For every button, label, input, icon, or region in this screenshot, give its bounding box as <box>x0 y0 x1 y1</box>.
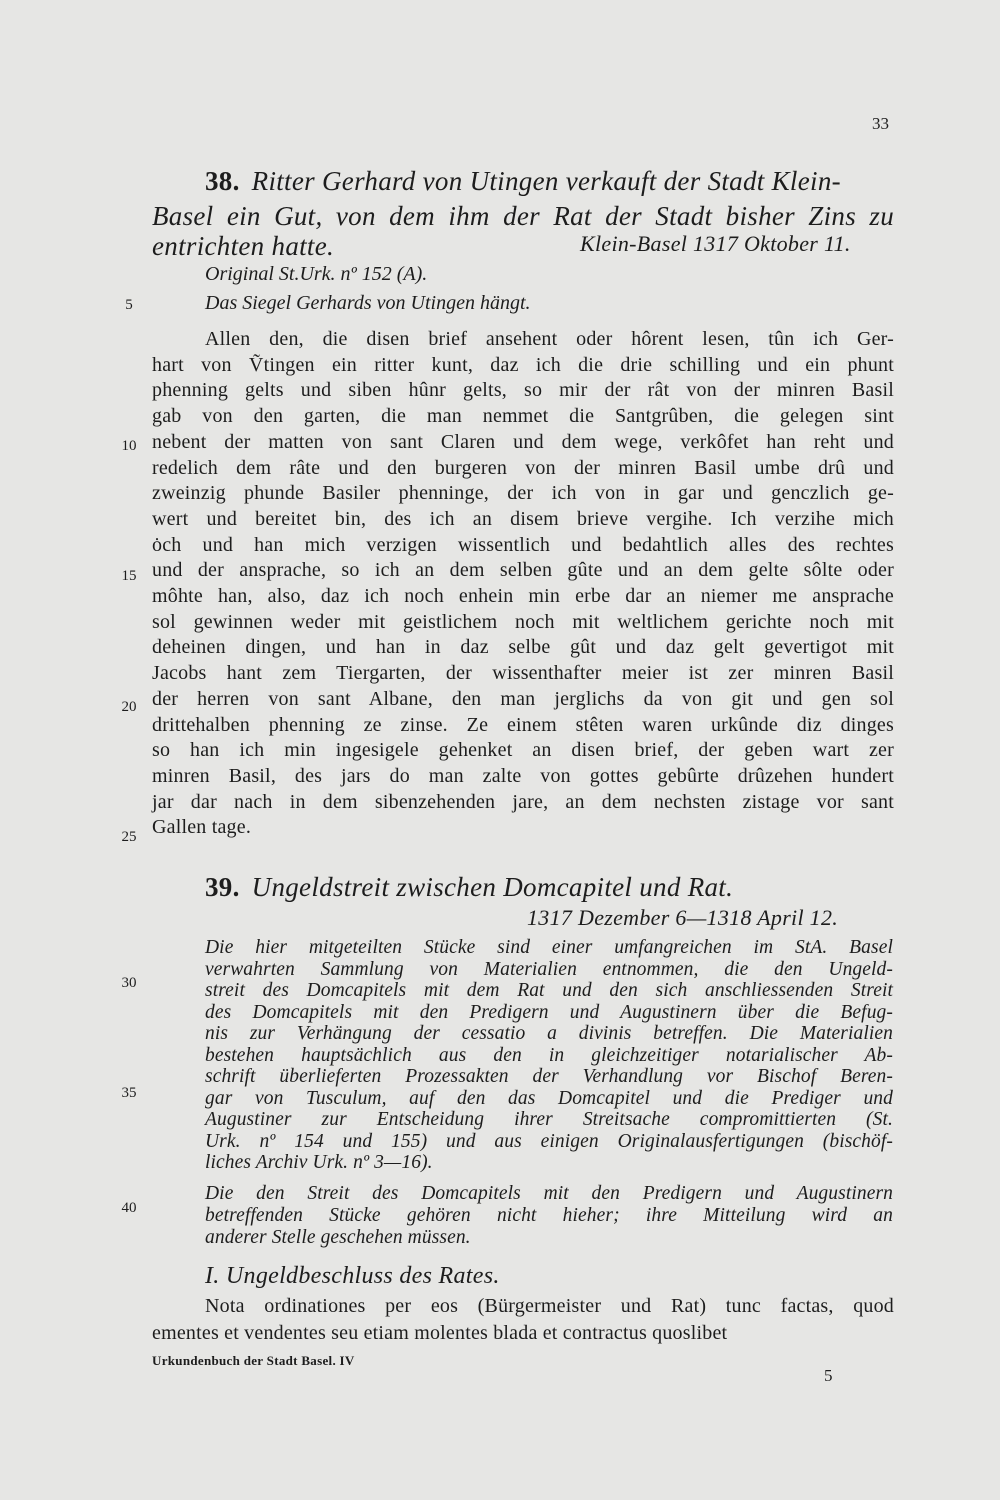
doc39-dateline: 1317 Dezember 6—1318 April 12. <box>527 905 839 930</box>
doc39-note1-line: Augustiner zur Entscheidung ihrer Streitsache compromittierten (St. <box>205 1109 893 1130</box>
doc38-number: 38. <box>205 166 240 196</box>
margin-line-number: 35 <box>121 1085 137 1101</box>
margin-line-number: 15 <box>121 568 137 584</box>
doc38-dateline: Klein-Basel 1317 Oktober 11. <box>580 231 851 256</box>
doc38-title-line-1: Ritter Gerhard von Utingen verkauft der Stadt Klein- <box>251 166 841 196</box>
doc39-title: Ungeldstreit zwischen Domcapitel und Rat. <box>251 872 734 902</box>
doc38-text-line: nebent der matten von sant Claren und dem wege, verkôfet han reht und <box>152 430 894 453</box>
doc39-note2-line: anderer Stelle geschehen müssen. <box>205 1227 471 1248</box>
doc39-note1-line: gar von Tusculum, auf den das Domcapitel und die Prediger und <box>205 1087 893 1109</box>
margin-line-number: 5 <box>125 297 133 313</box>
margin-line-number: 30 <box>121 975 137 991</box>
doc39-note1-line: Die hier mitgeteilten Stücke sind einer umfangreichen im StA. Basel <box>205 937 893 958</box>
doc38-title-line-3: entrichten hatte. <box>152 231 335 261</box>
doc38-text-line: und der ansprache, so ich an dem selben gûte und an dem gelte sôlte oder <box>152 559 894 582</box>
footer-book-title: Urkundenbuch der Stadt Basel. IV <box>152 1353 355 1368</box>
doc39-note1-line: bestehen hauptsächlich aus den in gleichzeitiger notarialischer Ab- <box>205 1044 893 1066</box>
doc38-text-line: ȯch und han mich verzigen wissentlich und bedahtlich alles des rechtes <box>152 533 894 556</box>
page-number: 33 <box>872 114 889 133</box>
doc39-note2-line: Die den Streit des Domcapitels mit den Predigern und Augustinern <box>205 1183 893 1204</box>
doc38-text-line: sol gewinnen weder mit geistlichem noch mit weltlichem gerichte noch mit <box>152 610 894 633</box>
margin-line-number: 20 <box>121 699 137 715</box>
doc38-text-line: redelich dem râte und den burgeren von der minren Basil umbe drû und <box>152 456 894 479</box>
margin-line-number: 40 <box>121 1200 137 1216</box>
signature-mark: 5 <box>824 1366 833 1385</box>
doc38-text-line: minren Basil, des jars do man zalte von gottes gebûrte drûzehen hundert <box>152 764 894 787</box>
doc39-note1-line: liches Archiv Urk. nº 3—16). <box>205 1152 433 1173</box>
doc38-text-line: wert und bereitet bin, des ich an disem brieve vergihe. Ich verzihe mich <box>152 507 894 530</box>
doc39-section-text-line: Nota ordinationes per eos (Bürgermeister und Rat) tunc factas, quod <box>205 1295 894 1317</box>
doc38-text-line: Allen den, die disen brief ansehent oder hôrent lesen, tûn ich Ger- <box>205 328 894 350</box>
doc38-text-line: so han ich min ingesigele gehenket an disen brief, der geben wart zer <box>152 739 894 762</box>
margin-line-number: 10 <box>121 438 137 454</box>
doc38-text-line: zweinzig phunde Basiler phenninge, der ich von in gar und genczlich ge- <box>152 482 894 505</box>
doc38-text-line: der herren von sant Albane, den man jerglichs da von git und gen sol <box>152 687 894 710</box>
doc38-source-line-1: Original St.Urk. nº 152 (A). <box>205 263 428 285</box>
doc39-number: 39. <box>205 872 240 902</box>
doc38-text-line: gab von den garten, die man nemmet die Santgrûben, die gelegen sint <box>152 405 894 428</box>
doc38-text-line: jar dar nach in dem sibenzehenden jare, an dem nechsten zistage vor sant <box>152 790 894 813</box>
doc39-note1-line: des Domcapitels mit den Predigern und Augustinern über die Befug- <box>205 1001 893 1023</box>
doc38-text-line: drittehalben phenning ze zinse. Ze einem stêten waren urkûnde diz dinges <box>152 713 894 736</box>
doc39-note1-line: nis zur Verhängung der cessatio a divinis betreffen. Die Materialien <box>205 1023 893 1044</box>
doc39-note1-line: verwahrten Sammlung von Materialien entnommen, die den Ungeld- <box>205 958 893 980</box>
doc38-source-line-2: Das Siegel Gerhards von Utingen hängt. <box>205 292 531 314</box>
doc39-note1-line: Urk. nº 154 und 155) und aus einigen Originalausfertigungen (bischöf- <box>205 1130 893 1152</box>
doc38-text-line: Gallen tage. <box>152 816 252 839</box>
doc39-note1-line: schrift überlieferten Prozessakten der Verhandlung vor Bischof Beren- <box>205 1066 893 1087</box>
doc38-text-line: deheinen dingen, und han in daz selbe gût und daz gelt gevertigot mit <box>152 636 894 659</box>
doc38-heading-line-1 <box>205 166 841 197</box>
doc39-heading <box>205 872 733 903</box>
doc39-note1-line: streit des Domcapitels mit dem Rat und den sich anschliessenden Streit <box>205 980 893 1001</box>
doc38-text-line: phenning gelts und siben hûnr gelts, so mir der rât von der minren Basil <box>152 379 894 402</box>
doc39-section-text-line: ementes et vendentes seu etiam molentes blada et contractus quoslibet <box>152 1322 728 1344</box>
doc38-text-line: môhte han, also, daz ich noch enhein min erbe dar an niemer me ansprache <box>152 585 894 607</box>
doc38-title-line-2: Basel ein Gut, von dem ihm der Rat der Stadt bisher Zins zu <box>152 201 894 231</box>
doc38-text-line: hart von Ṽtingen ein ritter kunt, daz ich die drie schilling und ein phunt <box>152 353 894 376</box>
doc38-text-line: Jacobs hant zem Tiergarten, der wissenthafter meier ist zer minren Basil <box>152 662 894 685</box>
doc39-section-title: I. Ungeldbeschluss des Rates. <box>205 1263 500 1289</box>
margin-line-number: 25 <box>121 829 137 845</box>
doc39-note2-line: betreffenden Stücke gehören nicht hieher; ihre Mitteilung wird an <box>205 1205 893 1226</box>
